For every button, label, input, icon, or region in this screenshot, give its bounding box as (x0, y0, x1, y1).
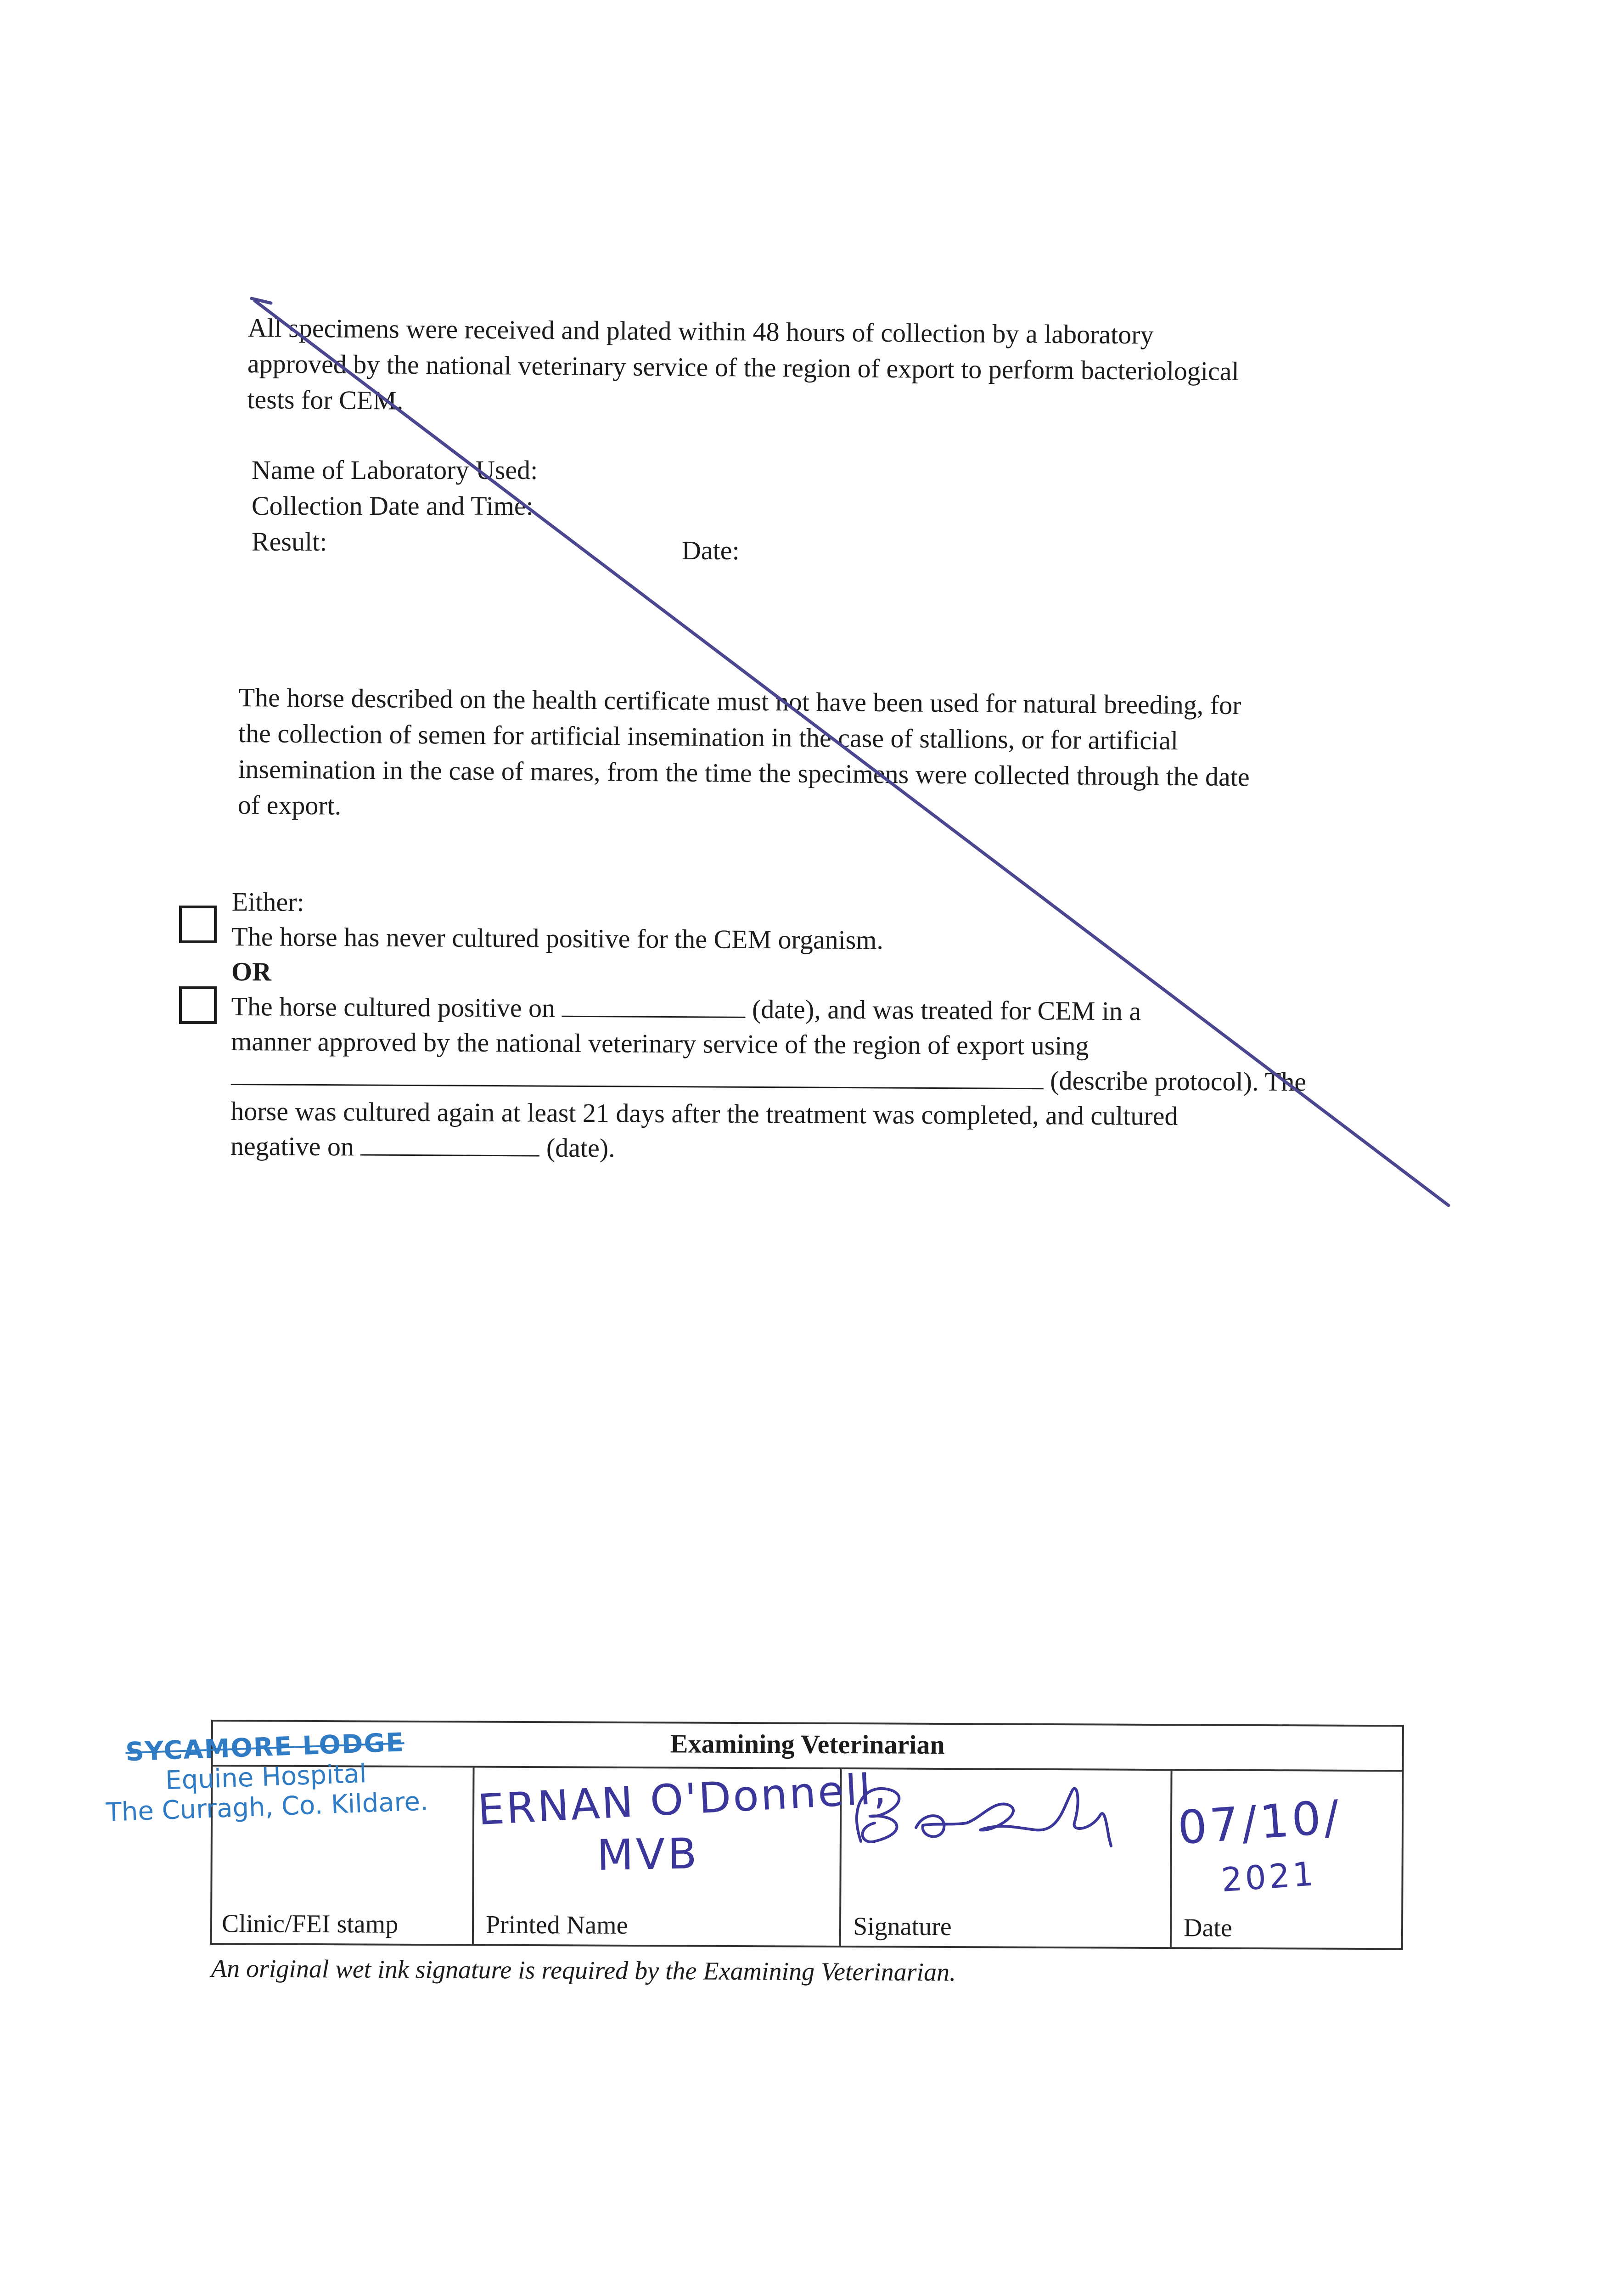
stamp-cell-label: Clinic/FEI stamp (221, 1909, 399, 1939)
result-label: Result: (252, 527, 327, 557)
stamp-address: The Curragh, Co. Kildare. (105, 1786, 429, 1828)
specimens-line-2: approved by the national veterinary service of the region of export to perform bacteriological (247, 348, 1239, 386)
lab-name-label: Name of Laboratory Used: (252, 455, 538, 485)
specimens-paragraph (247, 310, 1239, 425)
option2-line-4: horse was cultured again at least 21 days after the treatment was completed, and cultured (230, 1096, 1178, 1131)
breeding-line-1: The horse described on the health certificate must not have been used for natural breeding, for (238, 682, 1241, 720)
collection-label: Collection Date and Time: (252, 491, 534, 521)
stamp-clinic-name: SYCAMORE LODGE (125, 1728, 405, 1767)
stamp-hospital: Equine Hospital (165, 1759, 367, 1796)
breeding-paragraph (238, 680, 1251, 831)
option2-line5-suffix: (date). (546, 1132, 615, 1163)
option2-line5-prefix: negative on (230, 1131, 354, 1162)
option-positive-line-1 (231, 989, 1307, 1029)
handwritten-date: 07/10/ (1176, 1790, 1344, 1855)
date-label: Date (1183, 1913, 1232, 1942)
specimens-line-3: tests for CEM. (247, 384, 404, 416)
specimens-line-1: All specimens were received and plated within 48 hours of collection by a laboratory (247, 312, 1154, 350)
protocol-blank[interactable] (231, 1060, 1044, 1089)
handwritten-signature (842, 1773, 1173, 1864)
breeding-line-4: of export. (237, 789, 342, 821)
cultured-positive-checkbox[interactable] (179, 986, 217, 1024)
breeding-line-3: insemination in the case of mares, from the time the specimens were collected through the date (238, 754, 1250, 792)
wet-ink-note: An original wet ink signature is required by the Examining Veterinarian. (211, 1954, 956, 1987)
signature-label: Signature (853, 1912, 952, 1941)
either-label: Either: (231, 886, 304, 917)
printed-name-label: Printed Name (485, 1910, 628, 1940)
option-positive-line-3 (231, 1058, 1307, 1099)
handwritten-qualification: MVB (596, 1829, 700, 1880)
vet-table-title: Examining Veterinarian (670, 1728, 945, 1760)
option2-part1: The horse cultured positive on (231, 991, 556, 1023)
handwritten-name: ERNAN O'Donnell, (476, 1764, 889, 1835)
never-positive-checkbox[interactable] (179, 906, 217, 943)
negative-date-blank[interactable] (360, 1130, 539, 1156)
option-positive-line-5 (230, 1128, 1306, 1169)
clinic-stamp (103, 1727, 429, 1827)
handwritten-year: 2021 (1220, 1854, 1318, 1900)
result-date-label: Date: (682, 535, 740, 565)
breeding-line-2: the collection of semen for artificial insemination in the case of stallions, or for artificial (238, 718, 1179, 756)
positive-date-blank[interactable] (562, 992, 745, 1018)
option2-line-2: manner approved by the national veterinary service of the region of export using (231, 1026, 1089, 1061)
lab-fields (252, 452, 538, 560)
option-never-positive: The horse has never cultured positive for the CEM organism. (231, 921, 884, 955)
or-label: OR (231, 956, 272, 987)
option2-line3-suffix: (describe protocol). The (1050, 1065, 1307, 1097)
options-block (230, 884, 1307, 1169)
option2-part2: (date), and was treated for CEM in a (752, 994, 1141, 1026)
